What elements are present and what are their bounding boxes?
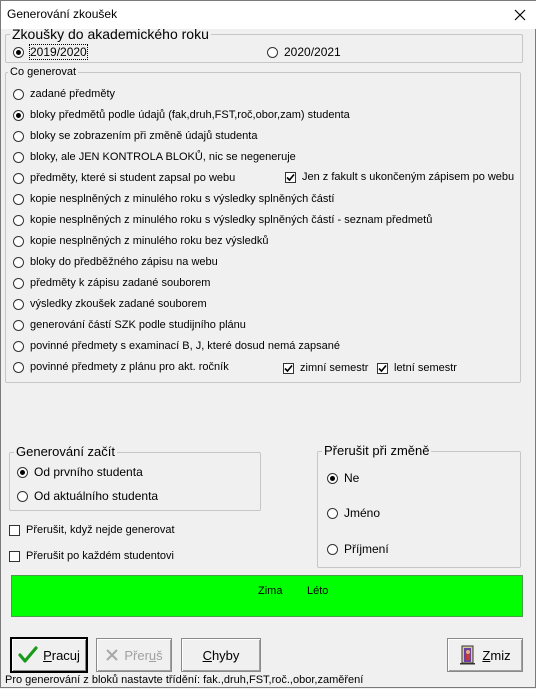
generate-option-label: povinné předmety z plánu pro akt. ročník (30, 361, 229, 373)
generate-option-7[interactable] (13, 235, 268, 247)
errors-label (203, 648, 240, 663)
generate-radio[interactable] (13, 89, 24, 100)
summer-semester-label: letní semestr (394, 362, 457, 374)
generate-option-label: výsledky zkoušek zadané souborem (30, 298, 207, 310)
generate-radio[interactable] (13, 236, 24, 247)
generate-radio[interactable] (13, 278, 24, 289)
status-bar: Pro generování z bloků nastavte třídění: fak.,druh,FST,roč.,obor,zaměření (5, 674, 364, 686)
generate-option-label: bloky, ale JEN KONTROLA BLOKŮ, nic se negeneruje (30, 151, 296, 163)
generate-option-2[interactable] (13, 130, 257, 142)
progress-summer-label: Léto (307, 585, 329, 597)
generate-option-4[interactable] (13, 172, 235, 184)
generate-legend: Co generovat (10, 66, 77, 78)
checkmark-icon (378, 364, 387, 373)
generate-radio[interactable] (13, 110, 24, 121)
generate-option-1[interactable] (13, 109, 350, 121)
generate-option-12[interactable] (13, 340, 340, 352)
generate-option-3[interactable] (13, 151, 296, 163)
generate-option-label: předměty k zápisu zadané souborem (30, 277, 211, 289)
summer-semester-checkbox[interactable] (377, 362, 457, 374)
close-icon (514, 9, 526, 21)
winter-semester-check[interactable] (283, 363, 294, 374)
generate-radio[interactable] (13, 320, 24, 331)
generate-option-label: předměty, které si student zapsal po webu (30, 172, 236, 184)
interrupt-label-post: š (156, 647, 163, 663)
interrupt-label (124, 648, 162, 663)
title-bar (1, 1, 536, 29)
web-faculty-label: Jen z fakult s ukončeným zápisem po webu (302, 171, 515, 183)
generate-radio[interactable] (13, 173, 24, 184)
academic-year-legend: Zkoušky do akademického roku (12, 26, 209, 42)
generate-option-5[interactable] (13, 193, 335, 205)
start-first-label: Od prvního studenta (34, 465, 143, 479)
generate-radio[interactable] (13, 257, 24, 268)
interrupt-each-check[interactable] (9, 551, 20, 562)
interrupt-name-radio[interactable] (327, 508, 338, 519)
generate-radio[interactable] (13, 194, 24, 205)
generate-radio[interactable] (13, 215, 24, 226)
generate-option-label: bloky předmětů podle údajů (fak,druh,FST,roč,obor,zam) studenta (30, 109, 350, 121)
checkmark-icon (284, 364, 293, 373)
start-current-label: Od aktuálního studenta (34, 489, 159, 503)
winter-semester-checkbox[interactable] (283, 362, 368, 374)
interrupt-label-pre: Přer (124, 647, 149, 663)
work-button[interactable] (11, 638, 87, 672)
generate-radio[interactable] (13, 341, 24, 352)
errors-button[interactable] (181, 638, 261, 672)
interrupt-surname-radio[interactable] (327, 544, 338, 555)
generate-radio[interactable] (13, 299, 24, 310)
generate-option-label: kopie nesplněných z minulého roku s výsledky splněných částí (30, 193, 335, 205)
generate-option-13[interactable] (13, 361, 229, 373)
generate-radio[interactable] (13, 362, 24, 373)
year-option-2020[interactable] (267, 45, 341, 59)
close-dialog-button[interactable] (447, 638, 523, 672)
interrupt-none-label: Ne (344, 471, 360, 485)
interrupt-each-label: Přerušit po každém studentovi (26, 550, 174, 562)
interrupt-none-radio[interactable] (327, 473, 338, 484)
work-label-rest: racuj (51, 647, 80, 663)
checkmark-icon (18, 646, 38, 664)
checkmark-icon (286, 173, 295, 182)
generate-option-label: bloky se zobrazením při změně údajů studenta (30, 130, 258, 142)
generate-option-label: kopie nesplněných z minulého roku bez výsledků (30, 235, 269, 247)
cross-icon (105, 648, 119, 662)
generate-option-6[interactable] (13, 214, 432, 226)
errors-label-rest: hyby (211, 647, 240, 663)
interrupt-option-surname[interactable] (327, 542, 389, 556)
generate-radio[interactable] (13, 152, 24, 163)
start-first-radio[interactable] (17, 467, 28, 478)
interrupt-surname-label: Příjmení (344, 542, 389, 556)
generate-option-label: generování částí SZK podle studijního plánu (30, 319, 246, 331)
interrupt-change-legend: Přerušit při změně (324, 443, 430, 458)
interrupt-name-label: Jméno (344, 506, 381, 520)
start-option-current[interactable] (17, 489, 158, 503)
close-dialog-label (482, 648, 510, 663)
generate-option-label: povinné předmety s examinací B, J, které dosud nemá zapsané (30, 340, 341, 352)
work-label (43, 648, 80, 663)
generate-option-label: zadané předměty (30, 88, 115, 100)
year-2020-label: 2020/2021 (284, 45, 341, 59)
start-current-radio[interactable] (17, 491, 28, 502)
winter-semester-label: zimní semestr (300, 362, 369, 374)
interrupt-button[interactable] (96, 638, 172, 672)
interrupt-accesskey: u (148, 647, 157, 663)
interrupt-nothing-check[interactable] (9, 525, 20, 536)
year-2019-label: 2019/2020 (30, 45, 87, 59)
interrupt-nothing-label: Přerušit, když nejde generovat (26, 524, 175, 536)
generate-option-9[interactable] (13, 277, 210, 289)
web-faculty-checkbox[interactable] (285, 171, 514, 183)
interrupt-option-none[interactable] (327, 471, 359, 485)
year-2019-radio[interactable] (13, 47, 24, 58)
window-title: Generování zkoušek (7, 7, 118, 21)
progress-bar (11, 575, 523, 617)
generate-option-11[interactable] (13, 319, 246, 331)
interrupt-option-name[interactable] (327, 506, 380, 520)
generate-option-10[interactable] (13, 298, 207, 310)
start-option-first[interactable] (17, 465, 143, 479)
generate-radio[interactable] (13, 131, 24, 142)
generate-option-label: kopie nesplněných z minulého roku s výsledky splněných částí - seznam předmetů (30, 214, 433, 226)
close-accesskey: Z (482, 647, 491, 663)
door-exit-icon (459, 645, 477, 665)
close-button[interactable] (505, 1, 535, 29)
generate-option-label: bloky do předběžného zápisu na webu (30, 256, 218, 268)
year-2020-radio[interactable] (267, 47, 278, 58)
year-option-2019[interactable] (13, 45, 87, 59)
generate-option-0[interactable] (13, 88, 115, 100)
interrupt-each-checkbox[interactable] (9, 550, 174, 562)
errors-accesskey: C (202, 647, 212, 663)
work-accesskey: P (43, 647, 52, 663)
summer-semester-check[interactable] (377, 363, 388, 374)
generate-option-8[interactable] (13, 256, 218, 268)
start-legend: Generování začít (16, 444, 115, 459)
interrupt-nothing-checkbox[interactable] (9, 524, 175, 536)
web-faculty-check[interactable] (285, 172, 296, 183)
progress-winter-label: Zima (258, 585, 283, 597)
close-label-rest: miz (490, 647, 511, 663)
